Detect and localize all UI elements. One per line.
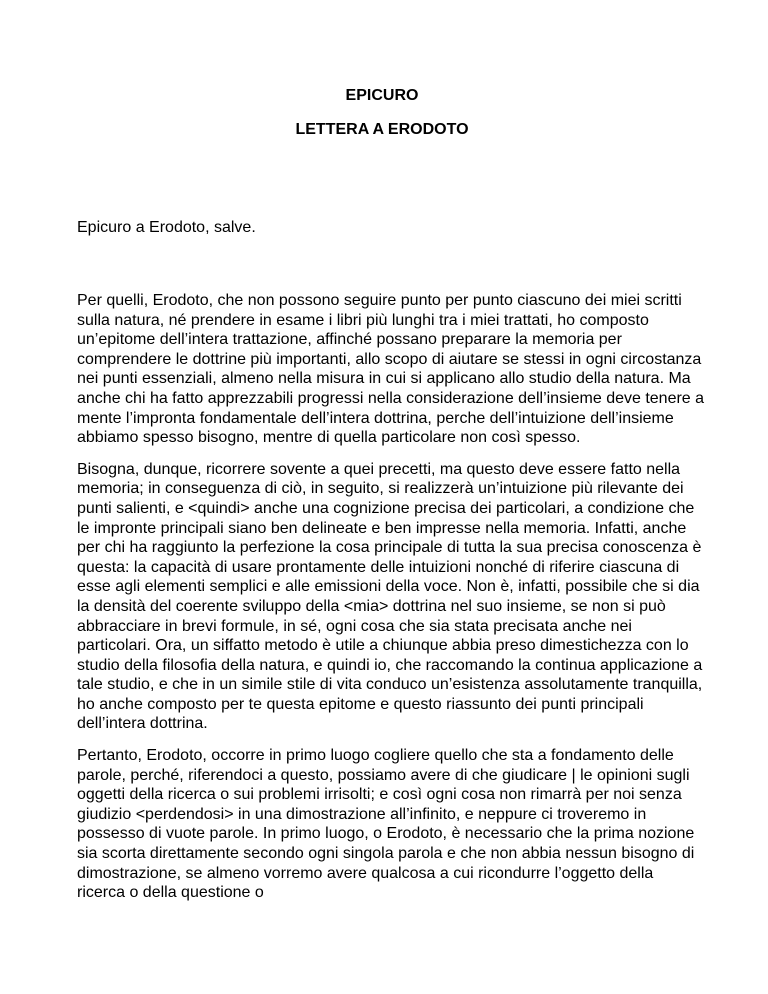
paragraph: Pertanto, Erodoto, occorre in primo luogo cogliere quello che sta a fondamento delle parole, perché, riferendoci a questo, possiamo avere di che giudicare | le opinioni sugli oggetti della ricerca o sui problemi irrisolti; e così ogni cosa non rimarrà per noi senza giudizio <perdendosi> in una dimostrazione all’infinito, e neppure ci troveremo in possesso di vuote parole. In primo luogo, o Erodoto, è necessario che la prima nozione sia scorta direttamente secondo ogni singola parola e che non abbia nessun bisogno di dimostrazione, se almeno vorremo avere qualcosa a cui ricondurre l’oggetto della ricerca o della questione o bbox=[77, 747, 695, 902]
salutation: Epicuro a Erodoto, salve. bbox=[77, 219, 256, 236]
document-title: LETTERA A ERODOTO bbox=[295, 121, 469, 138]
paragraph: Bisogna, dunque, ricorrere sovente a quei precetti, ma questo deve essere fatto nella memoria; in conseguenza di ciò, in seguito, si realizzerà un’intuizione più rilevante dei punti salienti, e <quindi> anche una cognizione precisa dei particolari, a condizione che le impronte principali siano ben delineate e ben impresse nella memoria. Infatti, anche per chi ha raggiunto la perfezione la cosa principale di tutta la sua precisa conoscenza è questa: la capacità di usare prontamente delle intuizioni nonché di riferire ciascuna di esse agli elementi semplici e alle emissioni della voce. Non è, infatti, possibile che si dia la densità del coerente sviluppo della <mia> dottrina nel suo insieme, se non si può abbracciare in brevi formule, in sé, ogni cosa che sia stata precisata anche nei particolari. Ora, un siffatto metodo è utile a chiunque abbia preso dimestichezza con lo studio della filosofia della natura, e quindi io, che raccomando la continua applicazione a tale studio, e che in un simile stile di vita conduco un’esistenza assolutamente tranquilla, ho anche composto per te questa epitome e questo riassunto dei punti principali dell’intera dottrina. bbox=[77, 460, 703, 733]
paragraph: Per quelli, Erodoto, che non possono seguire punto per punto ciascuno dei miei scritti sulla natura, né prendere in esame i libri più lunghi tra i miei trattati, ho composto un’epitome dell’intera trattazione, affinché possano preparare la memoria per comprendere le dottrine più importanti, allo scopo di aiutare se stessi in ogni circostanza nei punti essenziali, almeno nella misura in cui si applicano allo studio della natura. Ma anche chi ha fatto apprezzabili progressi nella considerazione dell’insieme deve tenere a mente l’impronta fondamentale dell’intera dottrina, perche dell’intuizione dell’insieme abbiamo spesso bisogno, mentre di quella particolare non così spesso. bbox=[77, 292, 705, 447]
letter-body bbox=[77, 291, 705, 915]
author-heading: EPICURO bbox=[345, 87, 419, 104]
